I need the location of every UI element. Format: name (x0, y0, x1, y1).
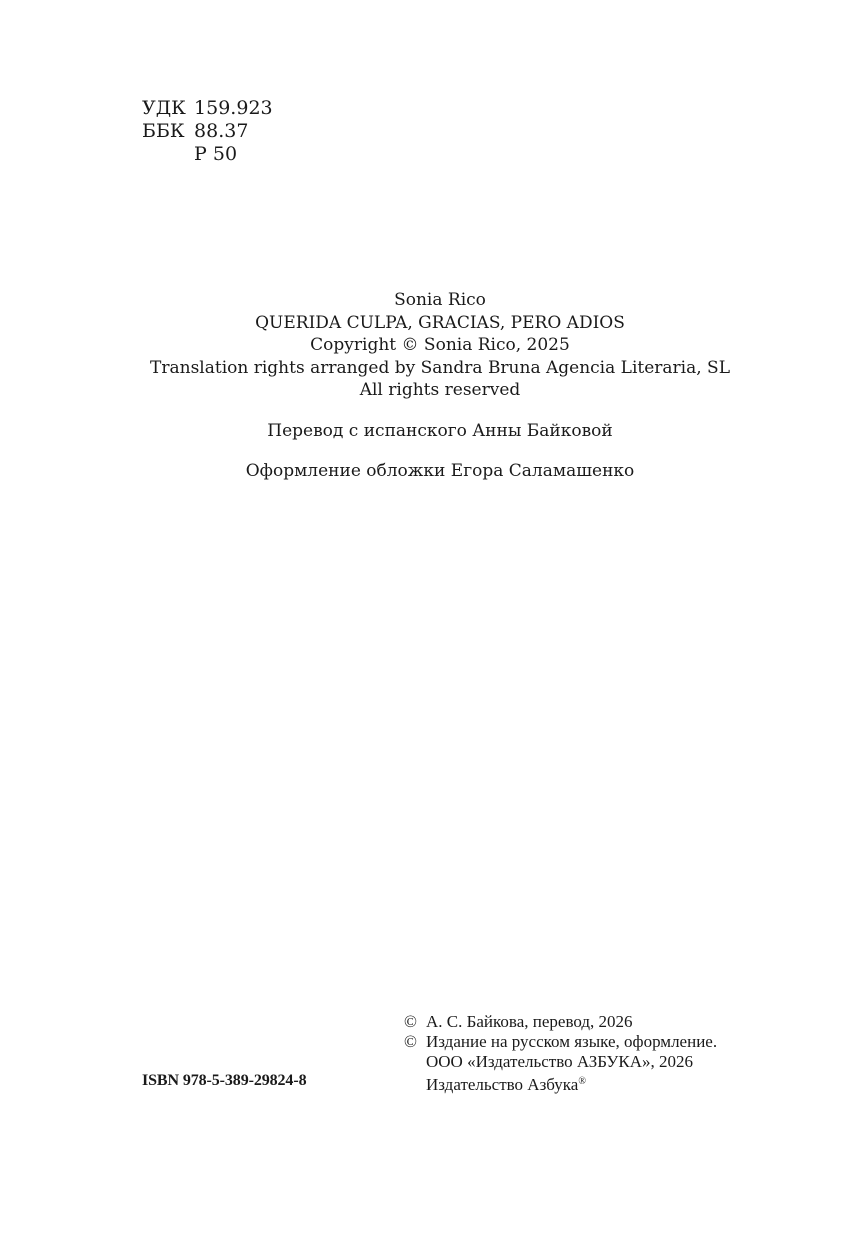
classification-codes (142, 97, 273, 166)
translator-credit: Перевод с испанского Анны Байковой (267, 420, 613, 441)
udk-row (142, 97, 273, 120)
bbk-row (142, 120, 273, 143)
udk-label: УДК (142, 97, 186, 119)
copyright-notice-translation (404, 1012, 717, 1032)
cover-design-credit: Оформление обложки Егора Саламашенко (245, 461, 635, 481)
copyright-notice-imprint (404, 1072, 717, 1095)
bbk-value: 88.37 (194, 120, 249, 142)
registered-mark: ® (578, 1076, 586, 1087)
original-copyright: Copyright © Sonia Rico, 2025 (310, 335, 570, 355)
copyright-notice-edition (404, 1032, 717, 1052)
original-author: Sonia Rico (394, 290, 486, 310)
rights-block (0, 289, 844, 483)
imprint-name: Издательство Азбука (426, 1075, 579, 1094)
copyright-notice-publisher (404, 1052, 717, 1072)
author-mark: Р 50 (194, 143, 238, 165)
isbn: ISBN 978-5-389-29824-8 (142, 1072, 307, 1089)
copyright-symbol: © (404, 1032, 417, 1051)
edition-copyright-text: Издание на русском языке, оформление. (426, 1032, 718, 1051)
copyright-notices (404, 1012, 717, 1095)
original-title: QUERIDA CULPA, GRACIAS, PERO ADIOS (255, 312, 625, 333)
udk-value: 159.923 (194, 97, 273, 119)
author-mark-row (142, 143, 273, 166)
translation-rights: Translation rights arranged by Sandra Bruna Agencia Literaria, SL (150, 357, 730, 378)
publisher-copyright-text: ООО «Издательство АЗБУКА», 2026 (426, 1052, 694, 1071)
bbk-label: ББК (142, 120, 185, 142)
translation-copyright-text: А. С. Байкова, перевод, 2026 (426, 1012, 633, 1031)
copyright-symbol: © (404, 1012, 417, 1031)
rights-reserved: All rights reserved (359, 380, 521, 400)
